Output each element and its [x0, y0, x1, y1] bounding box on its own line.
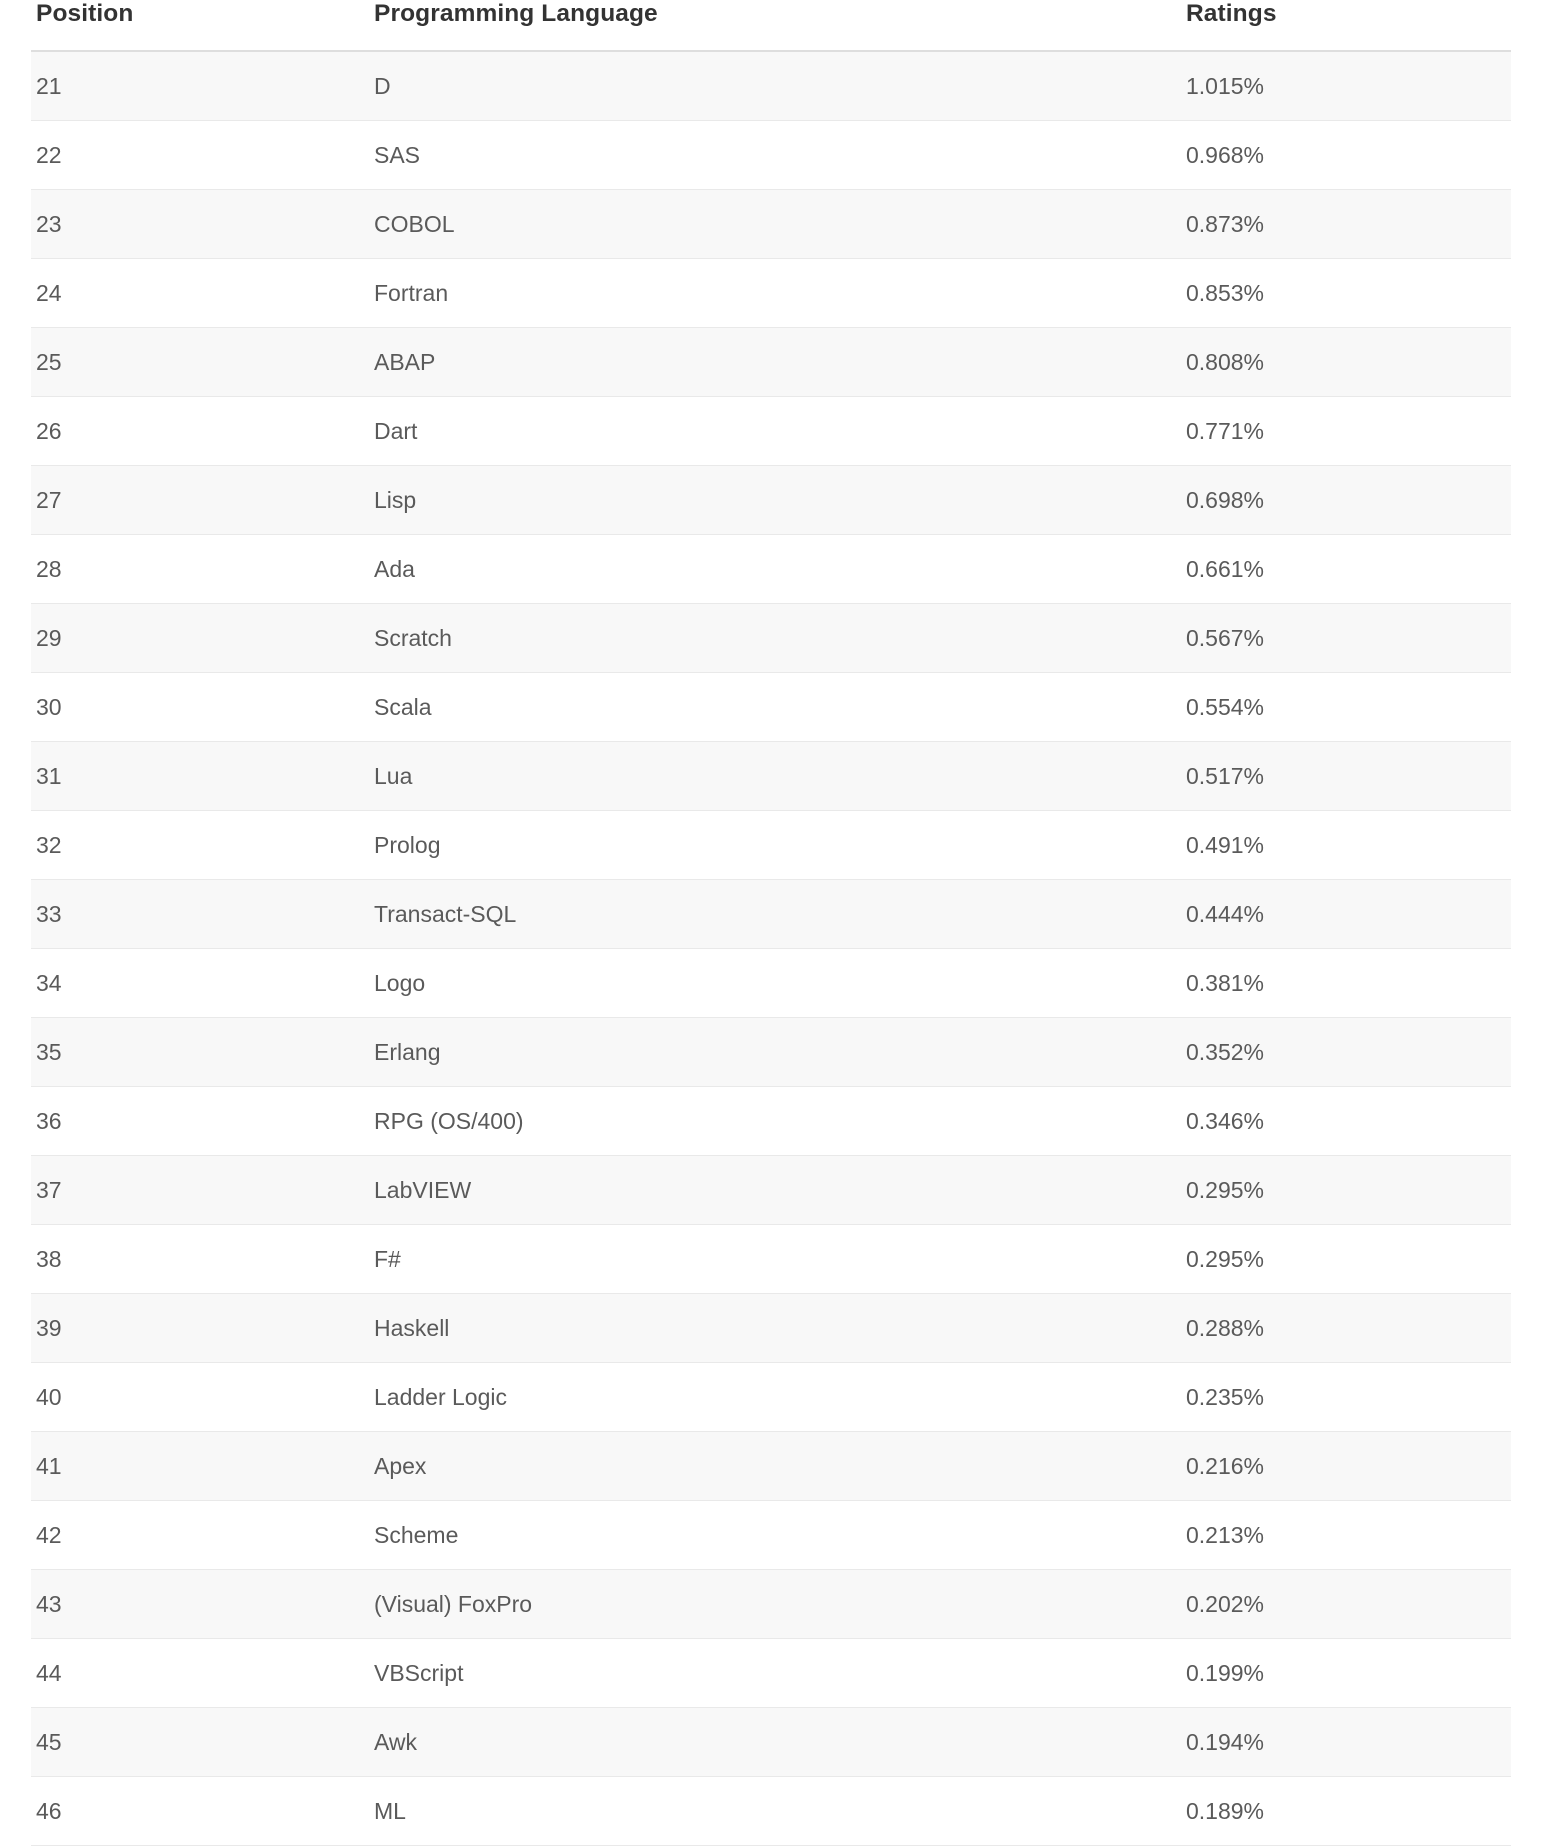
table-row	[31, 190, 1511, 259]
table-header	[31, 0, 1511, 51]
cell-position: 33	[31, 880, 367, 949]
cell-language: Prolog	[367, 811, 1181, 880]
cell-position: 29	[31, 604, 367, 673]
cell-rating: 0.199%	[1181, 1639, 1511, 1708]
cell-position: 43	[31, 1570, 367, 1639]
cell-position: 30	[31, 673, 367, 742]
table-row	[31, 1639, 1511, 1708]
cell-position: 34	[31, 949, 367, 1018]
column-header-language: Programming Language	[367, 0, 1181, 51]
programming-language-rankings-table	[31, 0, 1511, 1846]
cell-rating: 0.554%	[1181, 673, 1511, 742]
cell-position: 24	[31, 259, 367, 328]
cell-position: 42	[31, 1501, 367, 1570]
table-row	[31, 811, 1511, 880]
table-row	[31, 259, 1511, 328]
cell-position: 38	[31, 1225, 367, 1294]
table-row	[31, 121, 1511, 190]
cell-language: Lua	[367, 742, 1181, 811]
cell-position: 41	[31, 1432, 367, 1501]
table-row	[31, 742, 1511, 811]
cell-language: Ladder Logic	[367, 1363, 1181, 1432]
cell-position: 26	[31, 397, 367, 466]
cell-position: 36	[31, 1087, 367, 1156]
cell-rating: 0.698%	[1181, 466, 1511, 535]
cell-rating: 0.968%	[1181, 121, 1511, 190]
cell-rating: 0.491%	[1181, 811, 1511, 880]
table-header-row	[31, 0, 1511, 51]
table-row	[31, 1294, 1511, 1363]
table-row	[31, 1777, 1511, 1846]
cell-rating: 0.567%	[1181, 604, 1511, 673]
table-body	[31, 51, 1511, 1846]
cell-language: Awk	[367, 1708, 1181, 1777]
cell-language: ABAP	[367, 328, 1181, 397]
cell-language: D	[367, 51, 1181, 121]
cell-position: 39	[31, 1294, 367, 1363]
cell-rating: 0.381%	[1181, 949, 1511, 1018]
cell-language: Scala	[367, 673, 1181, 742]
cell-rating: 0.661%	[1181, 535, 1511, 604]
cell-language: SAS	[367, 121, 1181, 190]
table-row	[31, 466, 1511, 535]
cell-language: Scratch	[367, 604, 1181, 673]
cell-position: 35	[31, 1018, 367, 1087]
table-row	[31, 604, 1511, 673]
cell-rating: 0.808%	[1181, 328, 1511, 397]
cell-position: 22	[31, 121, 367, 190]
cell-position: 46	[31, 1777, 367, 1846]
cell-rating: 0.771%	[1181, 397, 1511, 466]
cell-position: 31	[31, 742, 367, 811]
cell-rating: 0.288%	[1181, 1294, 1511, 1363]
table-row	[31, 397, 1511, 466]
cell-language: LabVIEW	[367, 1156, 1181, 1225]
cell-language: COBOL	[367, 190, 1181, 259]
cell-rating: 0.295%	[1181, 1225, 1511, 1294]
table-row	[31, 1156, 1511, 1225]
cell-rating: 0.189%	[1181, 1777, 1511, 1846]
cell-position: 25	[31, 328, 367, 397]
cell-language: Apex	[367, 1432, 1181, 1501]
cell-rating: 0.213%	[1181, 1501, 1511, 1570]
table-row	[31, 328, 1511, 397]
cell-rating: 0.444%	[1181, 880, 1511, 949]
cell-rating: 0.295%	[1181, 1156, 1511, 1225]
cell-rating: 0.202%	[1181, 1570, 1511, 1639]
cell-rating: 0.873%	[1181, 190, 1511, 259]
table-row	[31, 51, 1511, 121]
cell-rating: 0.352%	[1181, 1018, 1511, 1087]
cell-language: (Visual) FoxPro	[367, 1570, 1181, 1639]
cell-position: 45	[31, 1708, 367, 1777]
table-row	[31, 1708, 1511, 1777]
cell-language: VBScript	[367, 1639, 1181, 1708]
column-header-ratings: Ratings	[1181, 0, 1511, 51]
cell-language: Scheme	[367, 1501, 1181, 1570]
cell-position: 23	[31, 190, 367, 259]
cell-rating: 0.216%	[1181, 1432, 1511, 1501]
cell-rating: 0.853%	[1181, 259, 1511, 328]
table-row	[31, 949, 1511, 1018]
cell-rating: 0.346%	[1181, 1087, 1511, 1156]
cell-position: 21	[31, 51, 367, 121]
table-row	[31, 1570, 1511, 1639]
cell-position: 27	[31, 466, 367, 535]
cell-language: F#	[367, 1225, 1181, 1294]
cell-rating: 0.194%	[1181, 1708, 1511, 1777]
table-row	[31, 1018, 1511, 1087]
cell-language: Erlang	[367, 1018, 1181, 1087]
cell-language: RPG (OS/400)	[367, 1087, 1181, 1156]
cell-language: Lisp	[367, 466, 1181, 535]
table-row	[31, 673, 1511, 742]
cell-position: 40	[31, 1363, 367, 1432]
column-header-position: Position	[31, 0, 367, 51]
cell-language: Dart	[367, 397, 1181, 466]
table-row	[31, 1432, 1511, 1501]
cell-language: Fortran	[367, 259, 1181, 328]
cell-position: 28	[31, 535, 367, 604]
cell-language: Ada	[367, 535, 1181, 604]
cell-rating: 0.517%	[1181, 742, 1511, 811]
table-row	[31, 1087, 1511, 1156]
cell-language: Logo	[367, 949, 1181, 1018]
table-row	[31, 1363, 1511, 1432]
table-row	[31, 1501, 1511, 1570]
cell-language: Transact-SQL	[367, 880, 1181, 949]
cell-rating: 0.235%	[1181, 1363, 1511, 1432]
cell-language: Haskell	[367, 1294, 1181, 1363]
table-row	[31, 880, 1511, 949]
table-row	[31, 535, 1511, 604]
cell-position: 32	[31, 811, 367, 880]
cell-position: 44	[31, 1639, 367, 1708]
cell-rating: 1.015%	[1181, 51, 1511, 121]
cell-language: ML	[367, 1777, 1181, 1846]
cell-position: 37	[31, 1156, 367, 1225]
table-row	[31, 1225, 1511, 1294]
